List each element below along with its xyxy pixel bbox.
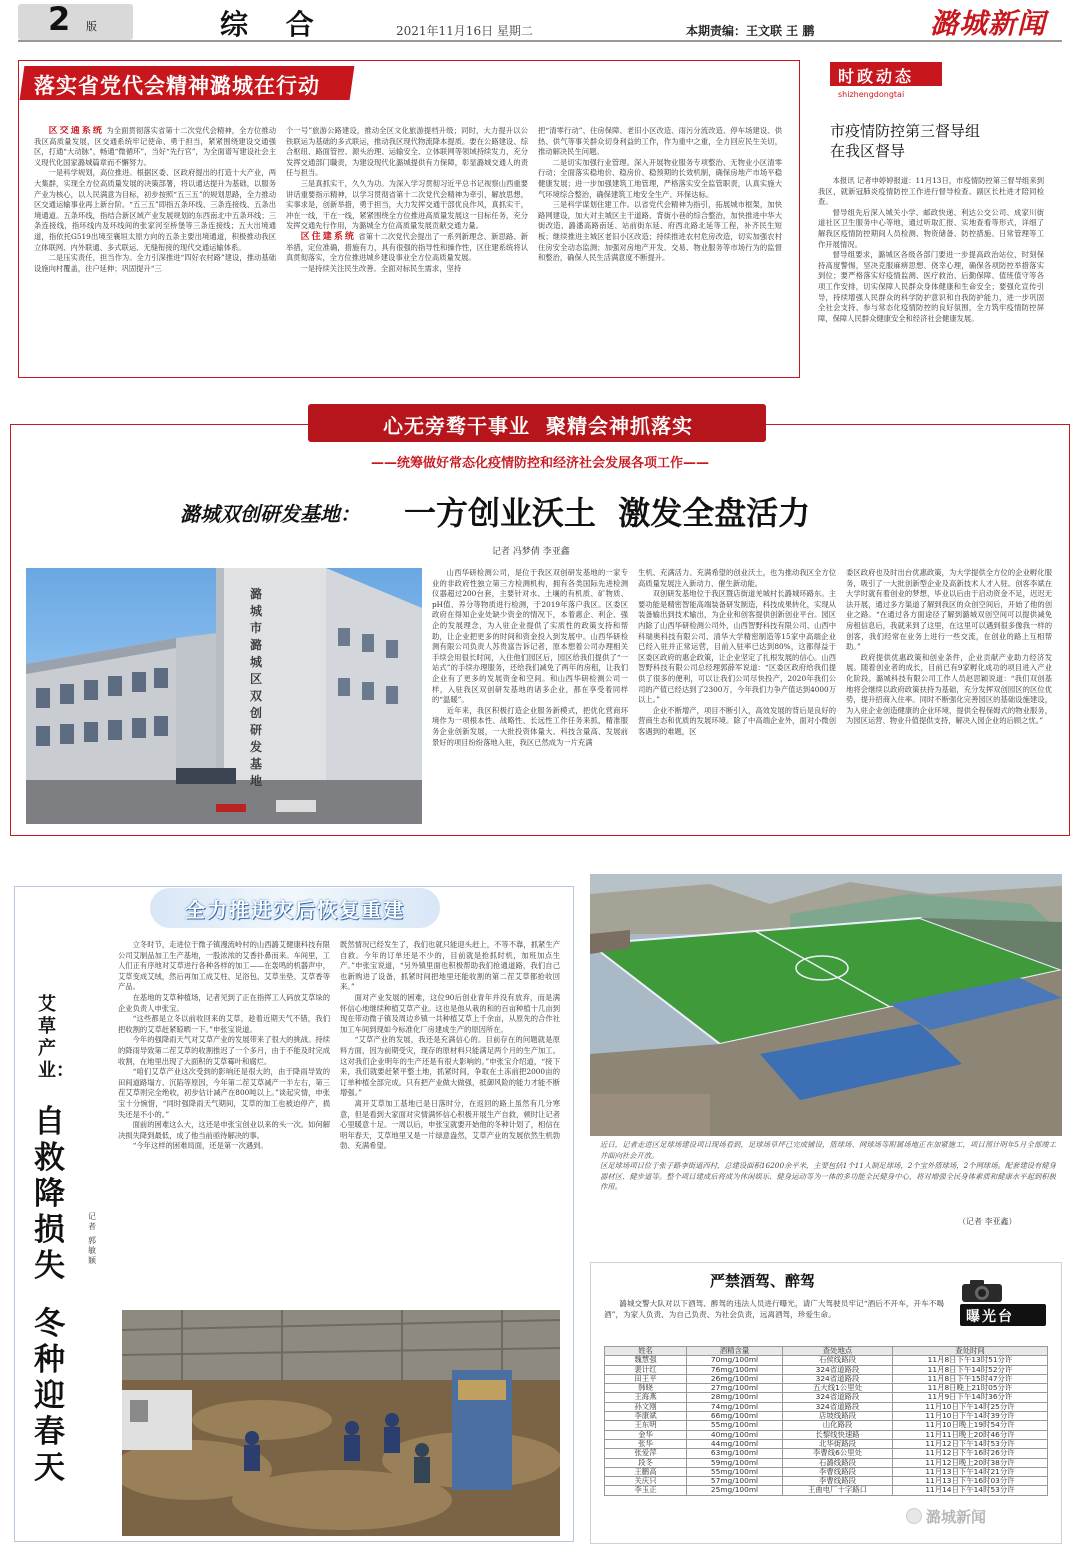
paragraph: 本报讯 记者申婷婷报道：11月13日，市疫情防控第三督导组来到我区，就新冠肺炎疫情防控工作进行督导检查。副区长杜进才陪同检查。 [818, 176, 1044, 207]
cell-time: 11月10日下午14时25分许 [893, 1402, 1048, 1411]
col-header-name: 姓名 [605, 1347, 687, 1356]
edition-tab [18, 4, 133, 40]
paragraph: 二是压实责任，担当作为。全力引深推进“四好农村路”建设，推动基础设施向村覆盖，往户延伸；巩固提升“三 [34, 253, 276, 273]
exposure-intro: 潞城交警大队对以下酒驾、醉驾的违法人员进行曝光，请广大驾驶员牢记“酒后不开车，开车不喝酒”，为家人负责、为自己负责、为社会负责，远离酒驾，珍爱生命。 [604, 1299, 944, 1319]
editors-line: 本期责编：王文联 王 鹏 [686, 24, 815, 38]
paragraph: “今年这样的困难局面，还是第一次遇到。 [132, 1141, 268, 1151]
cell-name: 金华 [605, 1430, 687, 1439]
cell-time: 11月12日下午14时53分许 [893, 1439, 1048, 1448]
brief-section-title: 时政动态 [838, 67, 915, 86]
cell-name: 李玉正 [605, 1486, 687, 1495]
cell-location: 石潞线路段 [783, 1458, 893, 1467]
cell-alcohol: 66mg/100ml [687, 1412, 783, 1421]
cell-alcohol: 63mg/100ml [687, 1449, 783, 1458]
camera-icon-svg [960, 1278, 1010, 1304]
table-row [605, 1421, 1048, 1430]
table-row [605, 1365, 1048, 1374]
cell-alcohol: 44mg/100ml [687, 1439, 783, 1448]
paragraph: 面前的困难这么大，这还是申张宝创业以来的头一次。如何解决损失降到最低，成了他当前亟待解决的事。 [118, 1120, 330, 1140]
paragraph: 双创研发基地位于我区暨店街道羌城村长潞城环路东。主要功能是精密智能高端装备研发制造，科技成果转化，实现从装备输出到技术输出，为企业和创客提供创新创业平台。园区内除了山西华研检测公司外，山西智野科技有限公司、山西中科瑞奥科技有限公司、清华大学精密制造等15家中高端企业已经入驻并正常运营，目前入驻率已达到80%，这都得益于区委区政府的惠企政策，让企业坚定了扎根发展的信心。山西智野科技有限公司总经理郭薛军说道：“区委区政府给我们提供了很多的便利，可以让我们公司尽快投产，2020年我们公司的产值已经达到了2300万，今年我们力争产值达到4000万以上。” [638, 589, 836, 705]
col-header-alcohol: 酒精含量 [687, 1347, 783, 1356]
paragraph: 企业不断增产，项目不断引入，高效发展的背后是良好的营商生态和优质的发展环境。除了中高端企业外，面对小微创客遇到的难题，区 [638, 705, 836, 736]
cell-name: 田王平 [605, 1374, 687, 1383]
recovery-banner-text: 全力推进灾后恢复重建 [185, 898, 405, 922]
football-field-photo [590, 874, 1062, 1136]
vertical-title-small: 艾草产业： [38, 994, 74, 1081]
top-col-3 [538, 126, 782, 372]
cell-location: 石侯线路段 [783, 1356, 893, 1365]
cell-time: 11月10日下午14时39分许 [893, 1412, 1048, 1421]
cell-location: 324省道路段 [783, 1402, 893, 1411]
paragraph: 面对产业发展的困难，这位90后创业青年并没有放弃，而是满怀信心地继续种植艾草产业。这也是他从栽的和的百亩种植十几亩到现在带动微子镇及周边乡镇一共种植艾草上千余亩，从原先的合作社加工车间到现如今标准化厂房建成生产的原因所在。 [340, 992, 560, 1034]
cell-location: 李曹线路段 [783, 1467, 893, 1476]
cell-time: 11月8日下午15时47分许 [893, 1374, 1048, 1383]
cell-time: 11月13日下午14时21分许 [893, 1467, 1048, 1476]
paragraph: 三是真抓实干，久久为功。为深入学习贯彻习近平总书记视察山西重要讲话重要指示精神，以学习贯彻省第十二次党代会精神为牵引，解放思想，实事求是，创新举措，勇于担当，大力发挥交通干部优良作风，真抓实干，冲在一线，干在一线，紧紧围绕全方位推进高质量发展这一目标任务，充分发挥交通先行作用，为潞城全方位高质量发展贡献交通力量。 [286, 178, 528, 231]
cell-time: 11月11日晚上20时46分许 [893, 1430, 1048, 1439]
exposure-badge: 曝光台 [966, 1309, 1014, 1325]
cell-alcohol: 28mg/100ml [687, 1393, 783, 1402]
paragraph: 立冬时节，走进位于微子镇漫流岭村的山西潞艾健康科技有限公司艾制品加工生产基地，一股浓浓的艾香扑鼻而来。车间里，工人们正有序地对艾草进行各种各样的加工——在轰鸣的机器声中，艾草变成艾绒，然后再加工成艾柱、足浴包、艾草坐垫、艾草香等产品。 [118, 940, 330, 992]
paragraph: 在基地的艾草种植场，记者见到了正在指挥工人码放艾草垛的企业负责人申张宝。 [118, 992, 330, 1013]
middle-subtitle: ——统筹做好常态化疫情防控和经济社会发展各项工作—— [370, 456, 709, 471]
cell-location: 李曹线6公里处 [783, 1449, 893, 1458]
top-section-title: 落实省党代会精神潞城在行动 [34, 74, 320, 98]
paragraph: 政府提供优惠政策和创业条件，企业贡献产业助力经济发展。随着创业者的成长，目前已有9家孵化成功的项目进入产业化阶段。潞城科技有限公司工作人员赵思颖说道：“我们双创基地将会继续以政府政策扶持为基础，充分发挥双创园区的区位优势，提升招商入住率。同时不断强化完善园区的基础设施建设，为入驻企业创造健康的企业环境，提供全程保姆式的物业服务，为园区运营、物业升值提供支持，解决入园企业的后顾之忧。” [846, 652, 1052, 726]
cell-location: 长黎线快速路 [783, 1430, 893, 1439]
paper-name-logo: 潞城新闻 [930, 7, 1047, 40]
middle-headline-main: 一方创业沃土 激发全盘活力 [404, 494, 811, 532]
exposure-title: 严禁酒驾、醉驾 [710, 1272, 816, 1290]
cell-name: 李康斌 [605, 1412, 687, 1421]
cell-location: 324省道路段 [783, 1365, 893, 1374]
paragraph: “咱们艾草产业这次受到的影响还是很大的，由于降雨导致的田间道路塌方、沉陷等原因，今年第二茬艾草减产一半左右，第三茬艾草则完全绝收，初步估计减产在800吨以上。”谈起灾情，申张宝十分惋惜，“同时强降雨天气期间，艾草的加工也被迫停产，损失还是不小的。” [118, 1067, 330, 1119]
middle-col-3 [846, 568, 1052, 824]
cell-name: 魏慧强 [605, 1356, 687, 1365]
middle-banner-text: 心无旁骛干事业 聚精会神抓落实 [383, 414, 693, 438]
masthead-underline [18, 40, 1062, 42]
cell-alcohol: 55mg/100ml [687, 1421, 783, 1430]
building-sign: 潞城市潞城区双创研发基地 [250, 587, 263, 788]
camera-icon [960, 1278, 1010, 1304]
top-col-1 [34, 126, 276, 372]
cell-time: 11月12日下午16时26分许 [893, 1449, 1048, 1458]
cell-name: 韩晓 [605, 1384, 687, 1393]
paragraph: 生机、充满活力、充满希望的创业沃土，也为推动我区全方位高质量发展注入新动力、催生新动能。 [638, 568, 836, 588]
top-col-2 [286, 126, 528, 372]
brief-headline-1: 市疫情防控第三督导组 [830, 122, 981, 140]
paragraph: 山西华研检测公司，是位于我区双创研发基地的一家专业的非政府性独立第三方检测机构，拥有各类国际先进检测仪器超过200台套，主要针对水、土壤的有机质、矿物质、pH值、养分等物质进行检测，于2019年落户我区。区委区政府在得知企业处缺少资金的情况下，本着惠企、利企、强企的发展理念，为入驻企业提供了实质性的政策支持和帮助，让企业把更多的时间和资金投入到发展中。山西华研检测有限公司负责人苏贵富告诉记者，原本想着公司办理相关手续会用很长时间，入住他们园区后，园区给我们提供了“一站式”的手续办理服务，还给我们减免了两年的房租，让我们企业有了更多的发展资金和空间。和山西华研检测公司一样，入驻我区双创研发基地的诸多企业，都在享受着同样的“温暖”。 [432, 568, 628, 705]
edition-number: 2 [48, 0, 71, 38]
cell-location: 山化路段 [783, 1421, 893, 1430]
cell-time: 11月14日下午14时53分许 [893, 1486, 1048, 1495]
edition-word: 版 [86, 20, 97, 33]
paragraph: 督导组先后深入城关小学、邮政快递、利达公交公司、成家川街道社区卫生服务中心等地，通过听取汇报、实地查看等形式，详细了解我区疫情防控期间人员检测、物资储备、防控措施、日常管理等工作开展情况。 [818, 207, 1044, 249]
cell-name: 张华 [605, 1439, 687, 1448]
table-row [605, 1458, 1048, 1467]
cell-name: 段冬 [605, 1458, 687, 1467]
paragraph: 一是持续关注民生改善。全面对标民生需求，坚持 [300, 263, 462, 273]
cell-time: 11月13日下午16时03分许 [893, 1477, 1048, 1486]
exposure-table [604, 1346, 1048, 1496]
cell-location: 王曲电厂十字路口 [783, 1486, 893, 1495]
paragraph: “这些都是立冬以前收回来的艾草，趁着近期天气不错，我们把收割的艾草赶紧晾晒一下。”申张宝说道。 [118, 1014, 330, 1034]
cell-alcohol: 40mg/100ml [687, 1430, 783, 1439]
brief-body [818, 176, 1044, 376]
paragraph: 离开艾草加工基地已是日落时分，在返回的路上虽然有几分寒意，但是看到大家面对灾情满怀信心积极开展生产自救，顿时让记者心里暖意十足。一周以后，申张宝就要开始他的冬种计划了，相信在明年春天，艾草地里又是一片绿意盎然，艾草产业的发展依然生机勃勃、充满希望。 [340, 1098, 560, 1151]
cell-name: 王鹏高 [605, 1467, 687, 1476]
factory-illustration [122, 1310, 560, 1536]
cell-location: 五大线1公里处 [783, 1384, 893, 1393]
paragraph: 省第十二次党代会提出了一系列新理念、新思路、新举措，定位准确，措施有力，具有很强的指导性和操作性，区住建系统将认真贯彻落实，全方位推进城乡建设事业全方位高质量发展。 [286, 231, 528, 263]
paragraph: 个一号”旅游公路建设，推动全区文化旅游提档升级；同时，大力提升以公铁联运为基础的多式联运，推动我区现代物流降本提质。要在公路建设、综合枢纽、路面管控、源头治理、运输安全、立体联网等领域持续发力，充分发挥交通部门職责，为建设现代化潞城提供有力保障，彰显潞城交通人的责任与担当。 [286, 126, 528, 178]
cell-location: 324省道路段 [783, 1374, 893, 1383]
paragraph: 近年来，我区积极打造企业服务新模式，把优化营商环境作为一项根本性、战略性、长远性工作任务来抓，精准服务企业创新发展，一大批投资体量大、科技含量高、发展前景好的项目纷纷落地入驻，我区已然成为一片充满 [432, 705, 628, 747]
cell-alcohol: 55mg/100ml [687, 1467, 783, 1476]
cell-time: 11月8日下午13时51分许 [893, 1356, 1048, 1365]
cell-name: 裴计红 [605, 1365, 687, 1374]
cell-alcohol: 57mg/100ml [687, 1477, 783, 1486]
paragraph: “艾草产业的发展，我还是充满信心的。目前存在的问题就是原料方面，因为前期受灾，现存的原材料只能满足两个月的生产加工。这对我们企业明年的生产还是有很大影响的。”申张宝介绍道，“接下来，我们就要赶紧平整土地，抓紧时间，争取在土冻前把2000亩的订单种植全部完成。只有把产业做大做强，抵御风险的能力才能不断增强。” [340, 1035, 560, 1098]
cell-name: 孙文刚 [605, 1402, 687, 1411]
paragraph: 今年的强降雨天气对艾草产业的发展带来了很大的挑战。持续的降雨导致第二茬艾草的收割推迟了一个多月，由于不能及时完成收割，在地里出现了大面积的艾草霉叶和腐烂。 [118, 1035, 330, 1066]
middle-col-2 [638, 568, 836, 824]
exposure-table-wrap [604, 1346, 1048, 1496]
table-row [605, 1393, 1048, 1402]
middle-headline-lead: 潞城双创研发基地： [180, 502, 360, 526]
news-brief-box [808, 60, 1062, 378]
cell-time: 11月10日晚上19时54分许 [893, 1421, 1048, 1430]
bottom-left-col-2 [340, 940, 560, 1296]
cell-alcohol: 59mg/100ml [687, 1458, 783, 1467]
masthead [0, 0, 1080, 48]
cell-time: 11月12日晚上20时38分许 [893, 1458, 1048, 1467]
table-row [605, 1486, 1048, 1495]
byline-name: 郭敏颖 [88, 1236, 96, 1265]
watermark-logo [906, 1508, 922, 1524]
col-header-time: 查处时间 [893, 1347, 1048, 1356]
cell-name: 王东明 [605, 1421, 687, 1430]
paragraph: 二是切实加强行业管理。深入开展物业服务专项整治、无物业小区清零行动；全面落实稳地价、稳房价、稳预期的长效机制，确保房地产市场平稳健康发展；进一步加强建筑工地管理，严格落实安全监管职责，认真实施大气环境综合整治，确保建筑工地安全生产、环保达标。 [538, 157, 782, 199]
paragraph: 督导组要求，潞城区各级各部门要进一步提高政治站位，时刻保持高度警惕，坚决克服麻痹思想、侥幸心理，确保各项防控举措落实到位；要严格落实好疫情监测、医疗救治、后勤保障、值班值守等各项工作安排，切实保障人民群众身体健康和生命安全；要强化宣传引导，持续增强人民群众的科学防护意识和自我防护能力，进一步巩固全社会支持、参与常态化疫情防控的良好氛围，全力筑牢疫情防控屏障，保障人民群众健康安全和经济社会健康发展。 [818, 250, 1044, 323]
col-header-location: 查处地点 [783, 1347, 893, 1356]
section-head-housing: 区住建系统 [300, 231, 356, 242]
paragraph: 把“清零行动”、住房保障、老旧小区改造、雨污分流改造、停车场建设、供热、供气等事关群众切身利益的工作，作为重中之重，全力回应民生关切，推动解决民生问题。 [538, 126, 782, 157]
cell-name: 关庆只 [605, 1477, 687, 1486]
cell-alcohol: 27mg/100ml [687, 1384, 783, 1393]
cell-location: 北华街路段 [783, 1439, 893, 1448]
cell-time: 11月8日晚上21时05分许 [893, 1384, 1048, 1393]
table-row [605, 1356, 1048, 1365]
cell-name: 张爱萍 [605, 1449, 687, 1458]
cell-alcohol: 25mg/100ml [687, 1486, 783, 1495]
cell-alcohol: 70mg/100ml [687, 1356, 783, 1365]
exposure-table-body [605, 1356, 1048, 1495]
field-photo-credit: （记者 李亚鑫） [958, 1217, 1017, 1226]
factory-photo [122, 1310, 560, 1536]
bottom-left-col-1 [118, 940, 330, 1296]
brief-headline-2: 在我区督导 [830, 142, 906, 160]
table-row [605, 1449, 1048, 1458]
cell-alcohol: 26mg/100ml [687, 1374, 783, 1383]
middle-byline: 记者 冯梦倩 李亚鑫 [492, 547, 570, 557]
brief-section-pinyin: shizhengdongtai [838, 90, 905, 99]
paragraph: 一是科学规划，高位推进。根据区委、区政府提出的打造十大产业，两大集群，实现全方位高质量发展的决策部署，将以通达提升为基础，以服务产业为核心，以人民满意为目标，初步按照“五三五”的规划思路，全力推动区交通运输事业再上新台阶。“五三五”即指五条环线、三条连接线、五条出境通道。五条环线，指结合新区域产业发展规划的东西南北中五条环线；三条连接线，指环线内及环线间的张家河至桥堡等三条连接线；五大出境通道，指依托G519出境至襄垣太原方向的五条主要出境通道，积极推动我区立体联网、内外联通、多式联运、无缝衔接的现代交通运输体系。 [34, 168, 276, 252]
watermark-text: 潞城新闻 [926, 1508, 987, 1526]
paragraph: 三是科学谋划住建工作。以省党代会精神为指引，拓展城市框架，加快路网建设，加大对主城区主干道路、背街小巷的综合整治，加快推进中华大街改造、潞潘高路南延、站前街东延、府西北路北延等工程，补齐民生短板；继续推进主城区老旧小区改造；持续推进农村危房改造，切实加强农村住房安全动态监测；加强对房地产开发、交易、物业服务等市场行为的监督和整治，确保人民生活满意度不断提升。 [538, 200, 782, 263]
building-photo [26, 568, 422, 824]
cell-alcohol: 76mg/100ml [687, 1365, 783, 1374]
paragraph: 委区政府也及时出台优惠政策，为大学提供全方位的企业孵化服务，吸引了一大批创新型企业及高新技术人才入驻。创客李斌在大学时就有着创业的梦想，毕业以后由于启动资金不足，迟迟无法开展，通过多方渠道了解到我区的众创空间后，开始了他的创业之路。“在通过各方面途径了解到潞城双创空间可以提供减免房租信息后，我就来到了这里，在这里可以遇到很多像我一样的创客，我们经常在业务上进行一些交流，在创业的路上互相帮助。” [846, 568, 1052, 652]
paragraph: 为全面贯彻落实省第十二次党代会精神，全方位推动我区高质量发展，区交通系统牢记使命、勇于担当，紧紧围绕建设交通强区，打通“大动脉”，畅通“微循环”，当好“先行官”，为全面谱写建设社会主义现代化国家潞城篇章而不懈努力。 [34, 126, 276, 167]
section-name: 综 合 [220, 8, 328, 41]
field-photo-caption: 近日，记者走进区足球场建设项目现场看到，足球场草坪已完成铺设，篮球场、网球场等附属场地正在加紧施工，项目预计明年5月全部竣工并面向社会开放。 区足球场项目位于张子路李街道西村，总建设面积16200余平米，主要包括1个11人制足球场，2个宝外篮球场，2个网球场。配套建设有健身器材区、健步道等。整个项目建成后将成为休闲娱乐、健身运动等为一体的多功能全民健身中心，将对增强全民身体素质和健康水平起到积极作用。 [600, 1140, 1056, 1192]
middle-col-1 [432, 568, 628, 824]
vertical-title-big-1: 自救降损失 [34, 1104, 65, 1284]
building-illustration [26, 568, 422, 824]
paragraph: 既然情况已经发生了，我们也就只能迎头赶上，不等不靠，抓紧生产自救。今年的订单还是不少的，目前就是抢抓时机，加班加点生产。”申张宝说道，“另外镇里面也积极帮助我们抢通道路，我们自己也新购进了设备，抓紧时间把地里还能收割的第二茬艾草都抢收回来。” [340, 940, 560, 992]
issue-date: 2021年11月16日 星期二 [396, 24, 533, 38]
vertical-title-big-2: 冬种迎春天 [34, 1306, 65, 1486]
cell-name: 王海燕 [605, 1393, 687, 1402]
cell-location: 李曹线路段 [783, 1477, 893, 1486]
cell-time: 11月9日下午14时36分许 [893, 1393, 1048, 1402]
cell-location: 324省道路段 [783, 1393, 893, 1402]
cell-alcohol: 74mg/100ml [687, 1402, 783, 1411]
football-field-illustration [590, 874, 1062, 1136]
cell-time: 11月8日下午14时52分许 [893, 1365, 1048, 1374]
byline-label: 记者 [88, 1212, 96, 1231]
section-head-traffic: 区交通系统 [48, 126, 104, 136]
cell-location: 店坡线路段 [783, 1412, 893, 1421]
